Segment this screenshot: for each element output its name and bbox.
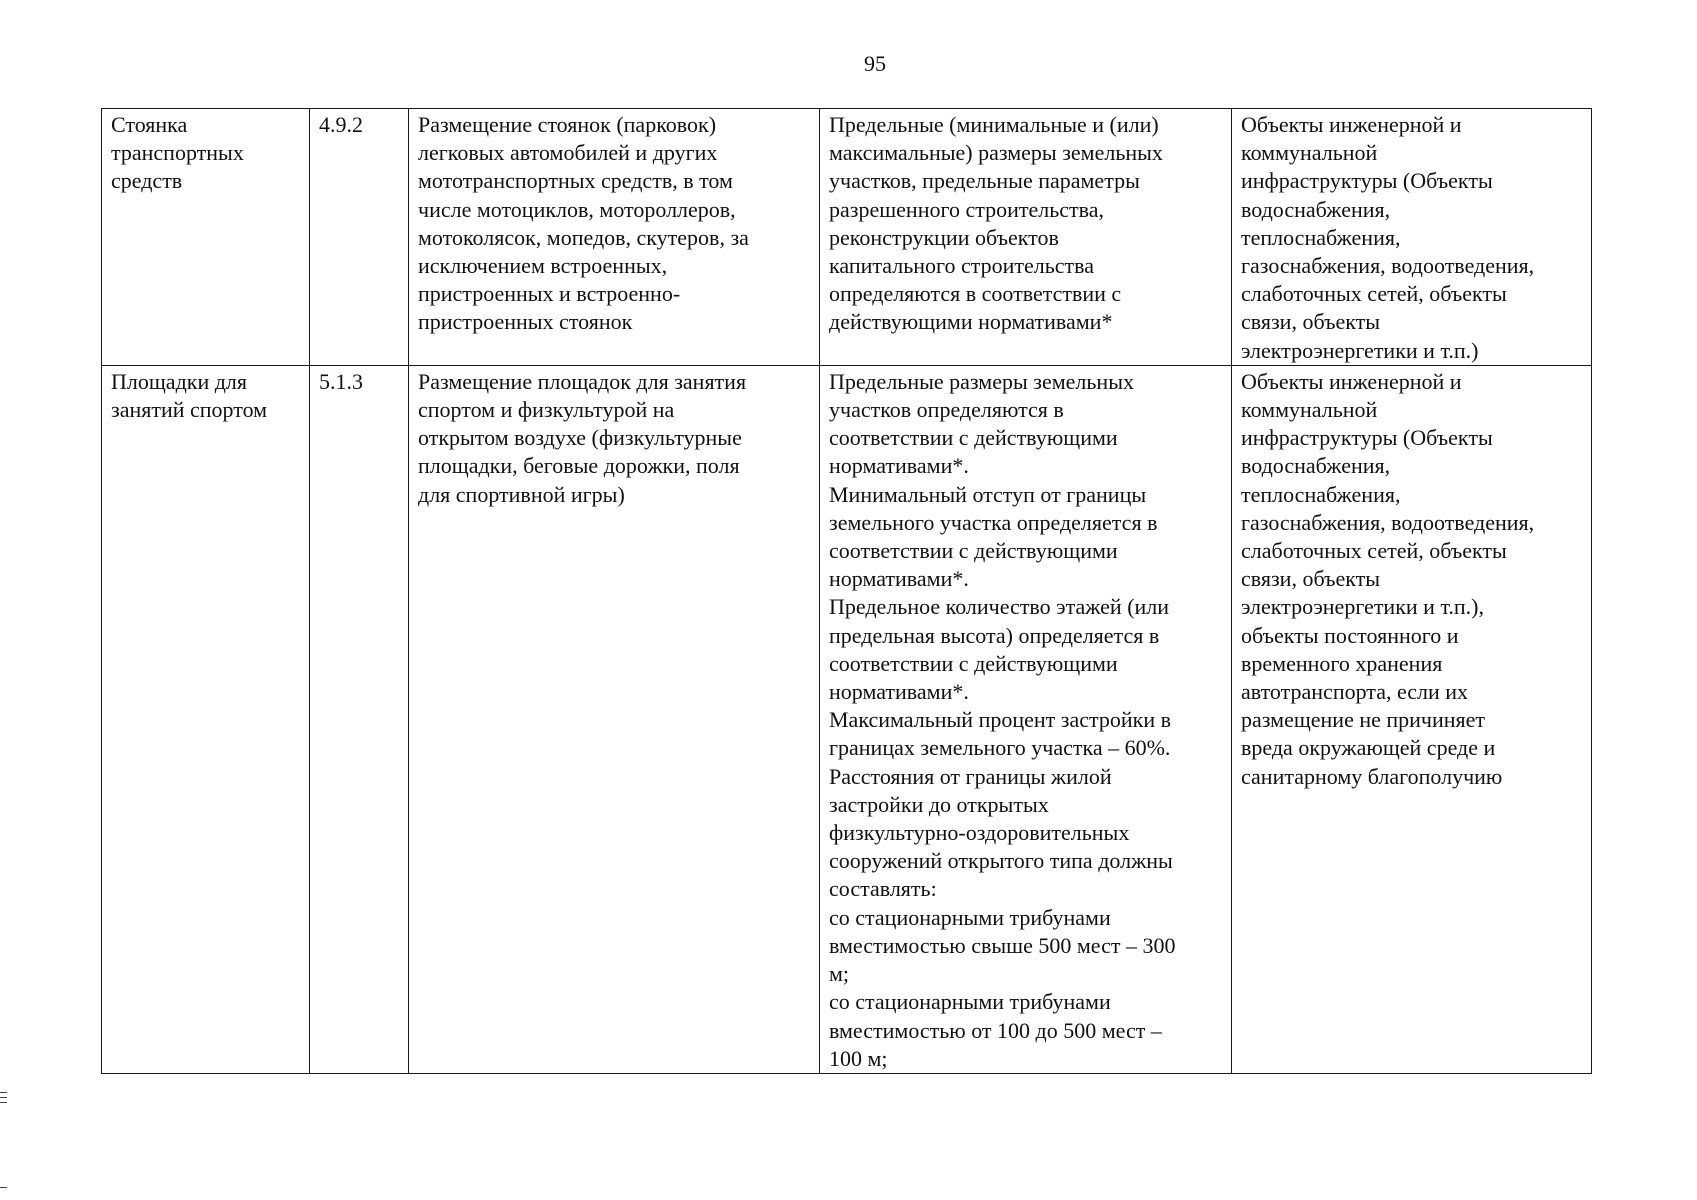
use-description-cell: Размещение стоянок (парковок) легковых автомобилей и других мототранспортных средств, в том числе мотоциклов, мотороллеров, мотоколясок, мопедов, скутеров, за исключением встроенных, пристроенных и встроенно- пристроенных стоянок [409, 109, 820, 366]
scan-margin-mark [0, 1102, 7, 1103]
use-type-code-cell: 5.1.3 [310, 365, 409, 1073]
use-description-cell: Размещение площадок для занятия спортом и физкультурой на открытом воздухе (физкультурные площадки, беговые дорожки, поля для спортивной игры) [409, 365, 820, 1073]
use-type-name-cell: Стоянка транспортных средств [102, 109, 310, 366]
scan-margin-mark [0, 1187, 7, 1188]
page-number: 95 [864, 51, 886, 76]
scan-margin-mark [0, 1097, 7, 1098]
parameters-cell: Предельные размеры земельных участков определяются в соответствии с действующими нормативами*. Минимальный отступ от границы земельного участка определяется в соответствии с действующими нормативами*. Предельное количество этажей (или предельная высота) определяется в соответствии с действующими нормативами*. Максимальный процент застройки в границах земельного участка – 60%. Расстояния от границы жилой застройки до открытых физкультурно-оздоровительных сооружений открытого типа должны составлять: со стационарными трибунами вместимостью свыше 500 мест – 300 м; со стационарными трибунами вместимостью от 100 до 500 мест – 100 м; [820, 365, 1232, 1073]
use-type-code-cell: 4.9.2 [310, 109, 409, 366]
table-row [102, 365, 1592, 1073]
scan-margin-mark [0, 1092, 7, 1093]
infrastructure-cell: Объекты инженерной и коммунальной инфраструктуры (Объекты водоснабжения, теплоснабжения, газоснабжения, водоотведения, слаботочных сетей, объекты связи, объекты электроэнергетики и т.п.) [1232, 109, 1592, 366]
infrastructure-cell: Объекты инженерной и коммунальной инфраструктуры (Объекты водоснабжения, теплоснабжения, газоснабжения, водоотведения, слаботочных сетей, объекты связи, объекты электроэнергетики и т.п.), объекты постоянного и временного хранения автотранспорта, если их размещение не причиняет вреда окружающей среде и санитарному благополучию [1232, 365, 1592, 1073]
use-type-name-cell: Площадки для занятий спортом [102, 365, 310, 1073]
table-row [102, 109, 1592, 366]
land-use-table [101, 108, 1592, 1074]
parameters-cell: Предельные (минимальные и (или) максимальные) размеры земельных участков, предельные параметры разрешенного строительства, реконструкции объектов капитального строительства определяются в соответствии с действующими нормативами* [820, 109, 1232, 366]
